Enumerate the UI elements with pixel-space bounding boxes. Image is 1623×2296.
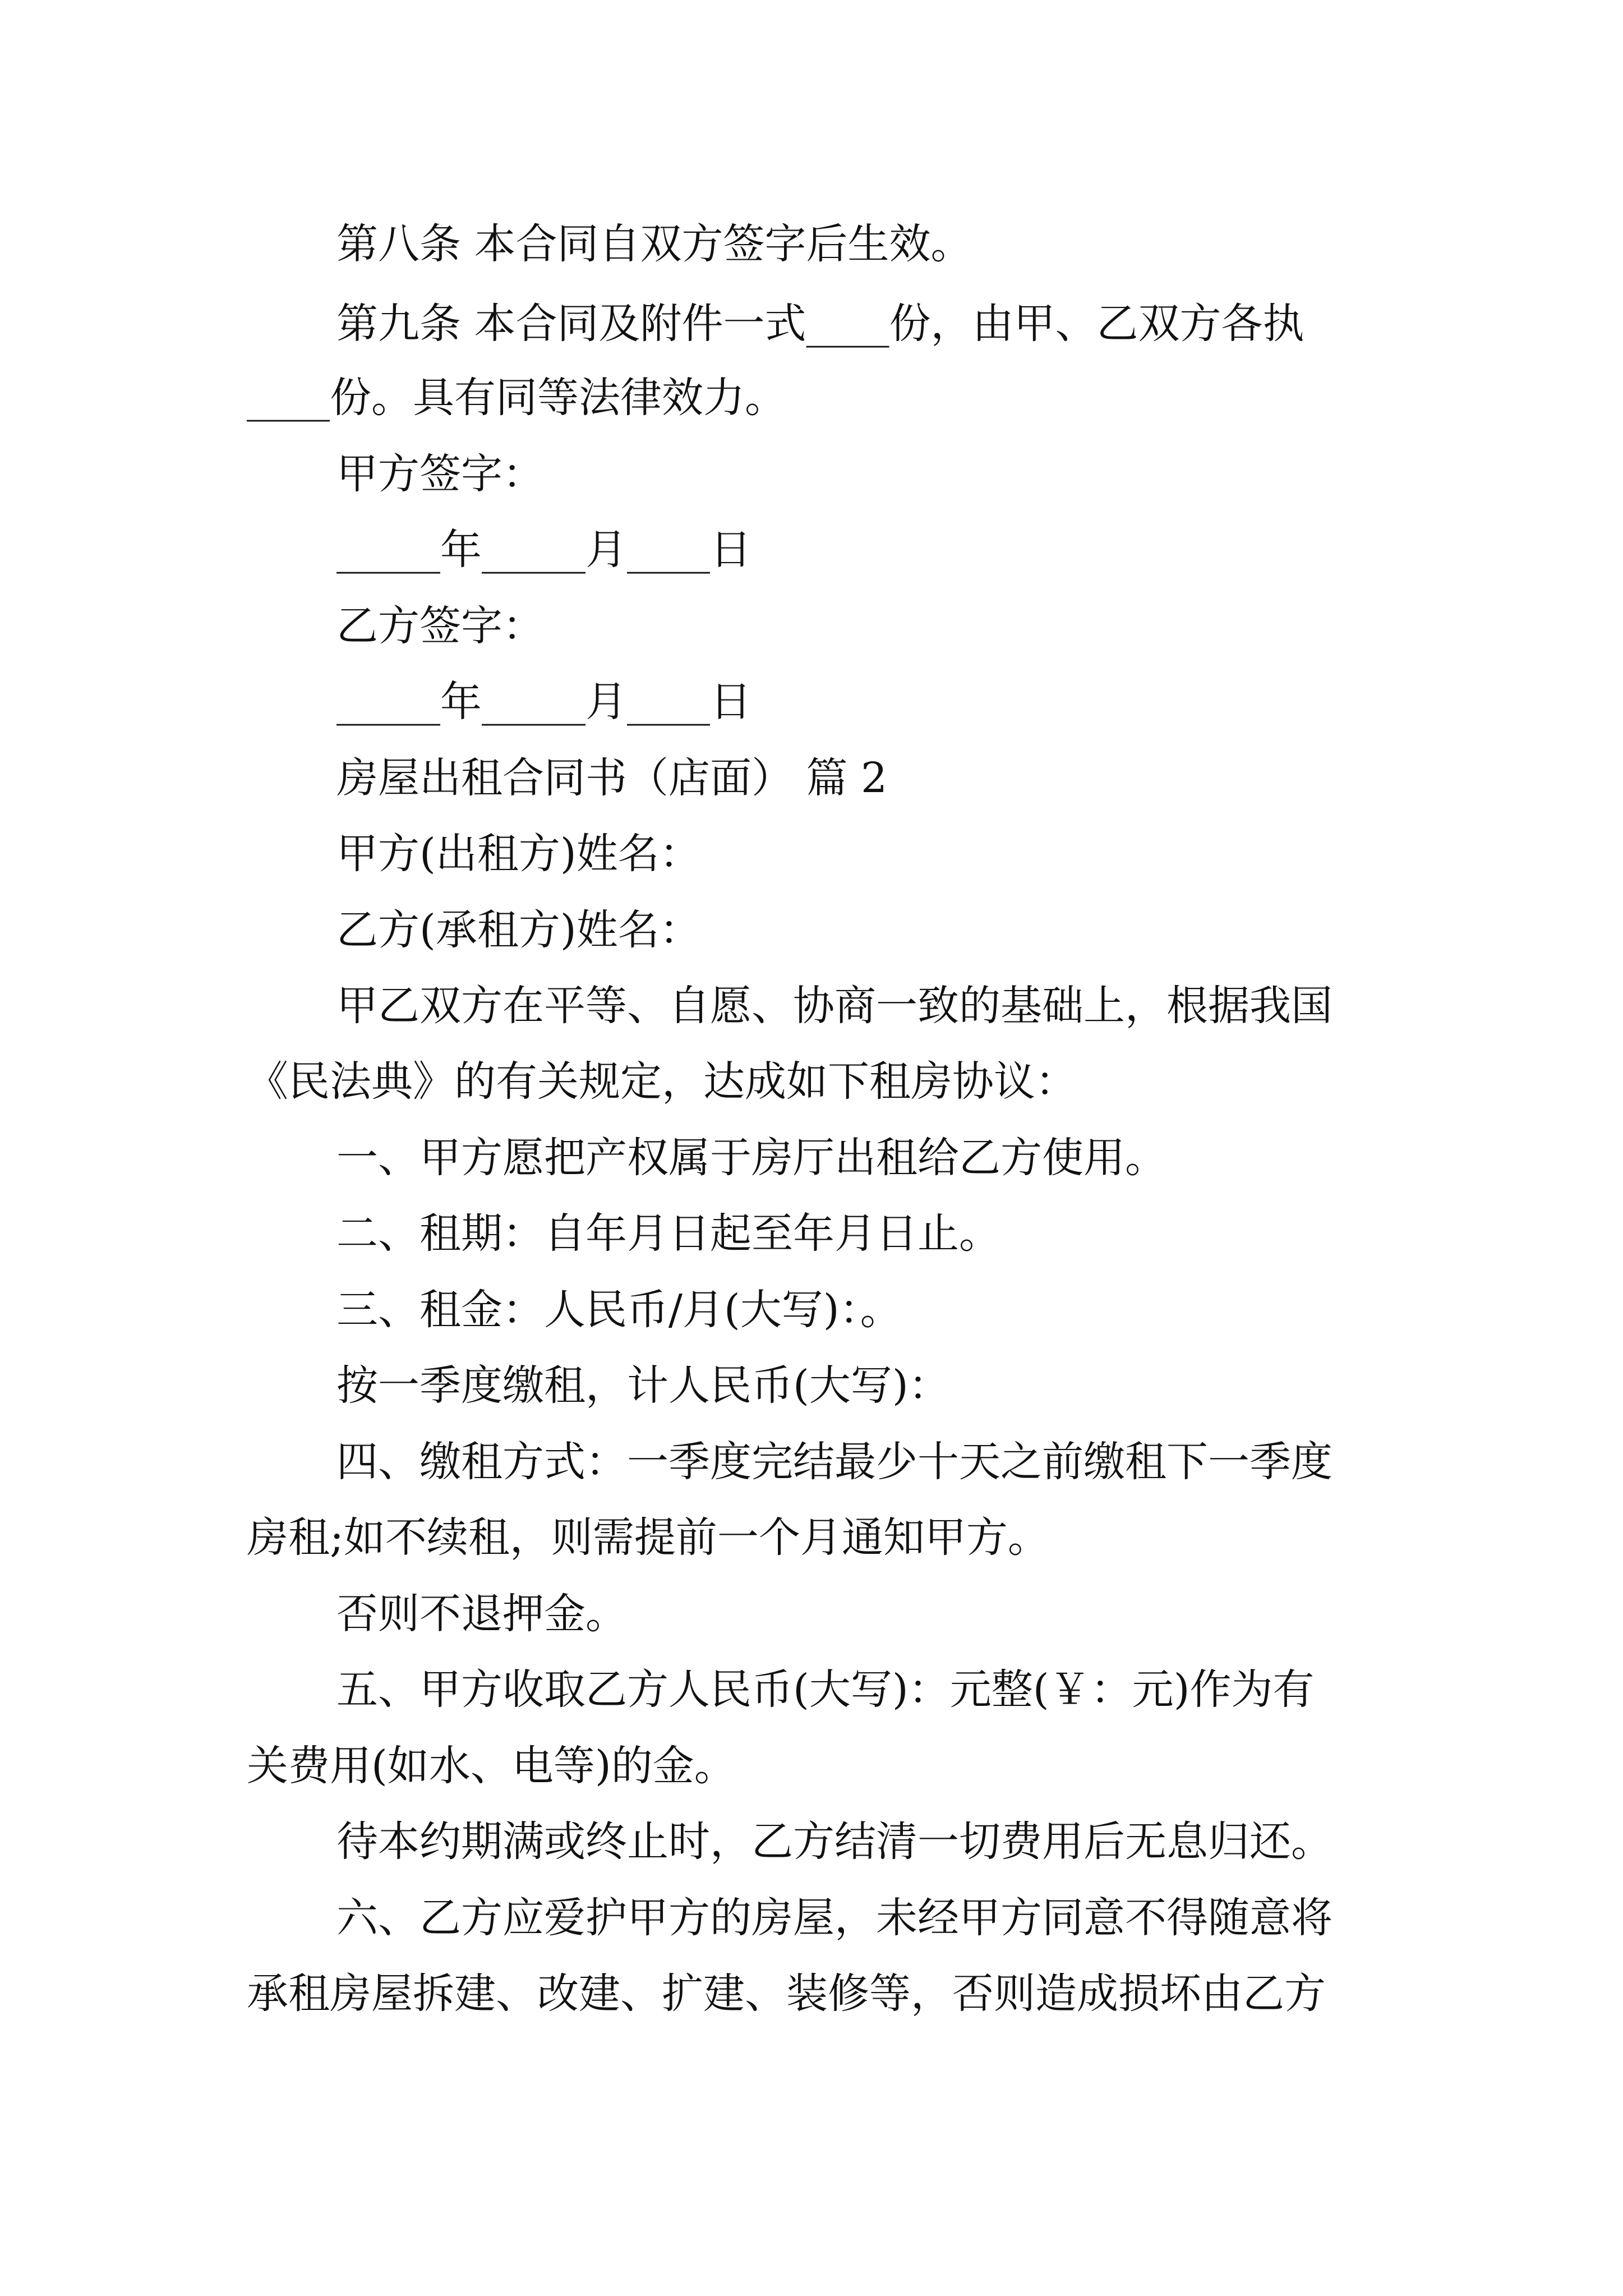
deposit-note: 否则不退押金。 — [336, 1590, 627, 1638]
clause-2: 二、租期：自年月日起至年月日止。 — [336, 1209, 1000, 1258]
preamble-line-2: 《民法典》的有关规定，达成如下租房协议： — [247, 1057, 1077, 1106]
party-b-date-line: _____年_____月____日 — [336, 678, 751, 726]
clause-4-line-2: 房租;如不续租，则需提前一个月通知甲方。 — [247, 1513, 1049, 1562]
clause-4-line-1: 四、缴租方式：一季度完结最少十天之前缴租下一季度 — [336, 1438, 1332, 1486]
clause-1: 一、甲方愿把产权属于房厅出租给乙方使用。 — [336, 1134, 1166, 1182]
section-title: 房屋出租合同书（店面） 篇 2 — [336, 754, 888, 802]
article-9-line-1: 第九条 本合同及附件一式____份，由甲、乙双方各执 — [336, 300, 1304, 348]
quarterly-rent: 按一季度缴租，计人民币(大写)： — [336, 1361, 950, 1410]
party-b-signature-label: 乙方签字： — [336, 602, 544, 650]
party-a-signature-label: 甲方签字： — [336, 450, 544, 498]
party-a-date-line: _____年_____月____日 — [336, 526, 751, 574]
clause-5-line-1: 五、甲方收取乙方人民币(大写)：元整(￥：元)作为有 — [336, 1665, 1315, 1714]
clause-6-line-2: 承租房屋拆建、改建、扩建、装修等，否则造成损坏由乙方 — [247, 1970, 1326, 2018]
lessee-name-label: 乙方(承租方)姓名： — [336, 906, 701, 954]
article-8: 第八条 本合同自双方签字后生效。 — [336, 220, 972, 268]
preamble-line-1: 甲乙双方在平等、自愿、协商一致的基础上，根据我国 — [336, 982, 1332, 1030]
article-9-line-2: ____份。具有同等法律效力。 — [247, 374, 786, 422]
clause-6-line-1: 六、乙方应爱护甲方的房屋，未经甲方同意不得随意将 — [336, 1894, 1332, 1942]
refund-note: 待本约期满或终止时，乙方结清一切费用后无息归还。 — [336, 1818, 1332, 1866]
lessor-name-label: 甲方(出租方)姓名： — [336, 830, 701, 878]
clause-5-line-2: 关费用(如水、电等)的金。 — [247, 1742, 736, 1790]
clause-3: 三、租金：人民币/月(大写)：。 — [336, 1286, 902, 1334]
